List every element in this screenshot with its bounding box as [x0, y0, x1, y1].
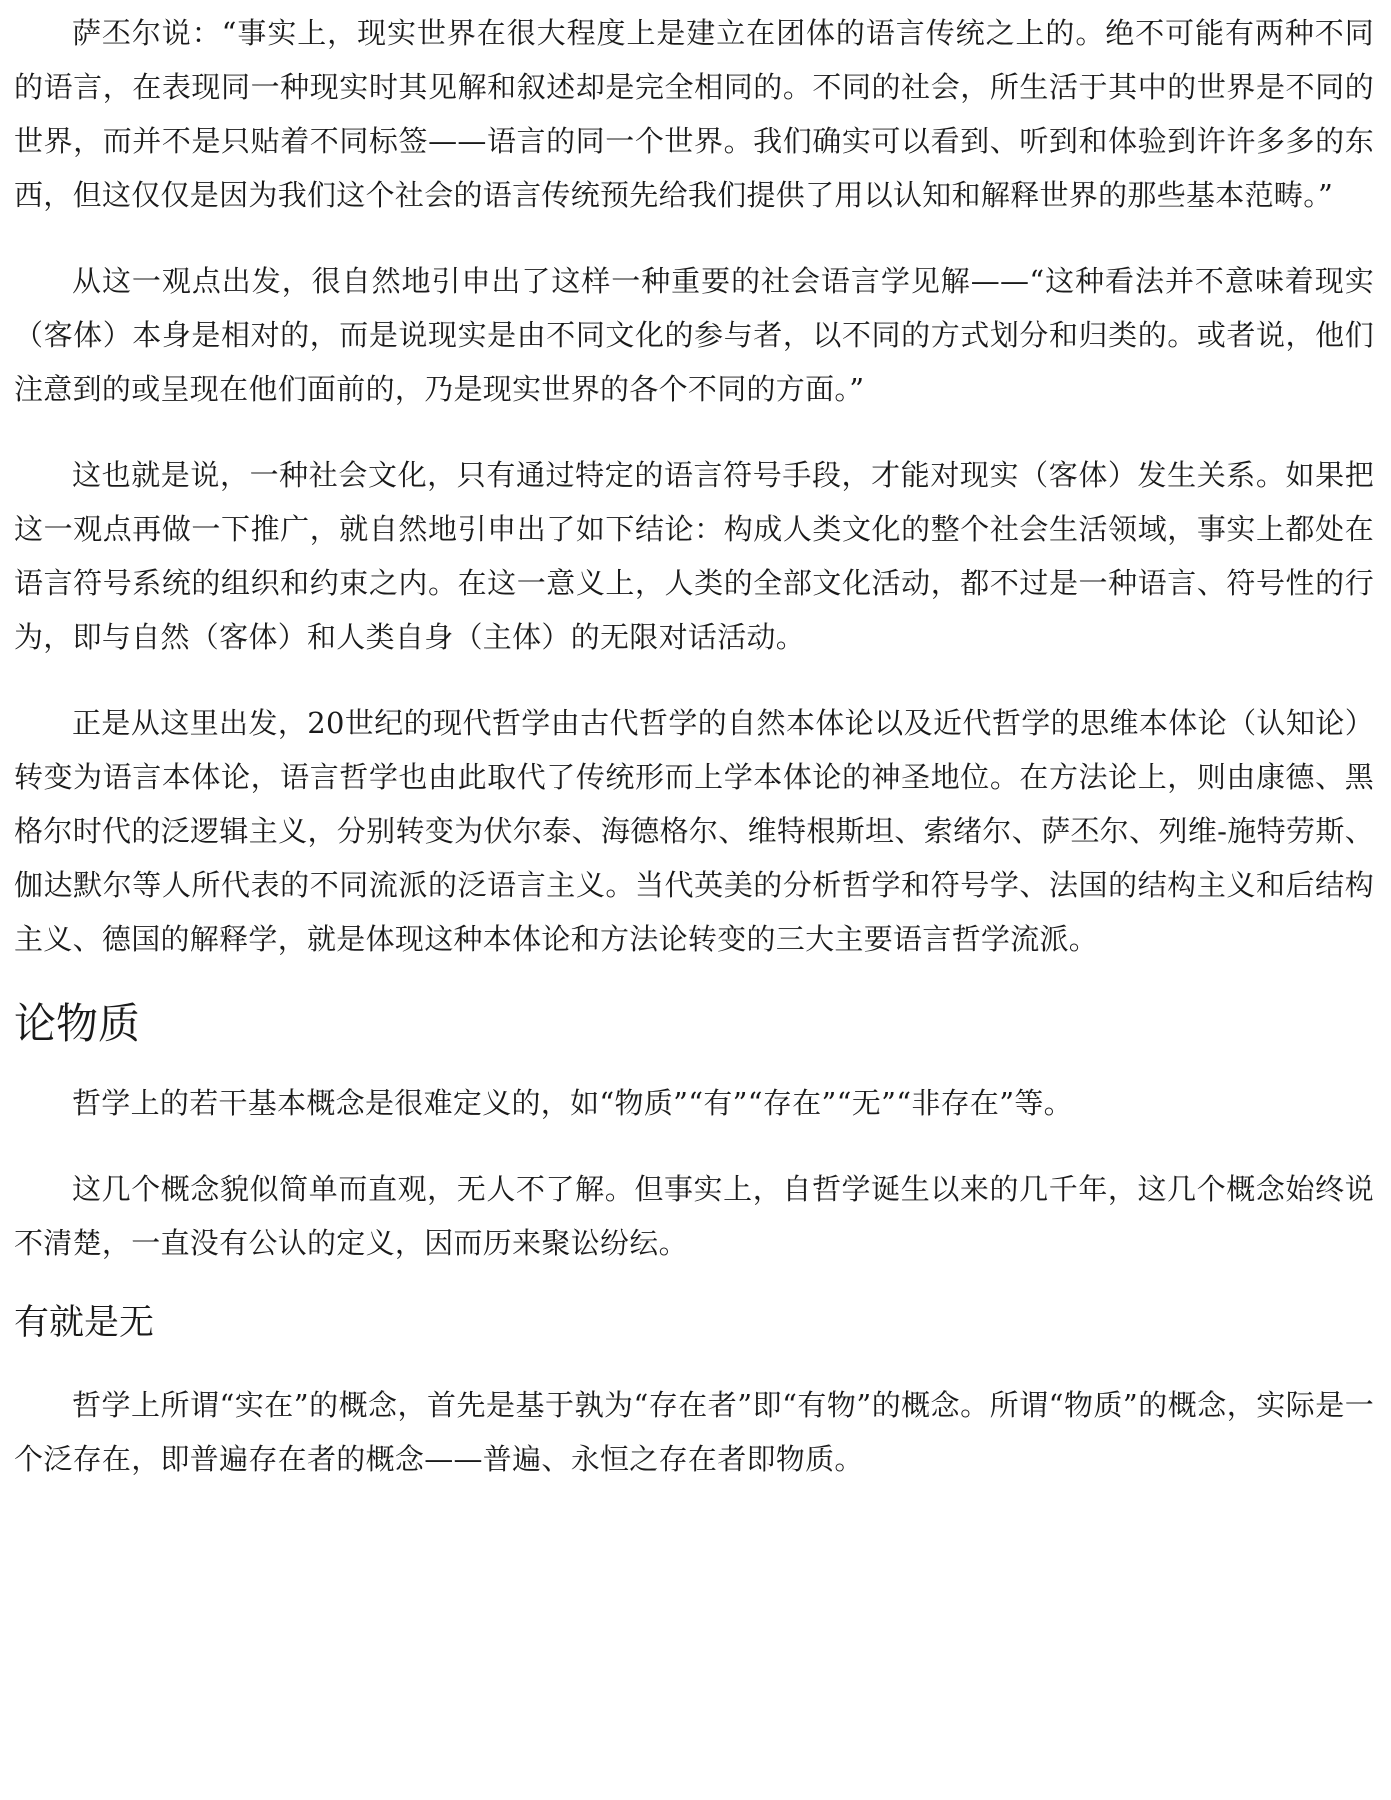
paragraph-social-culture: 这也就是说，一种社会文化，只有通过特定的语言符号手段，才能对现实（客体）发生关系。如果把这一观点再做一下推广，就自然地引申出了如下结论：构成人类文化的整个社会生活领域，事实上都处在语言符号系统的组织和约束之内。在这一意义上，人类的全部文化活动，都不过是一种语言、符号性的行为，即与自然（客体）和人类自身（主体）的无限对话活动。	[14, 458, 1374, 654]
paragraph-concepts-unclear: 这几个概念貌似简单而直观，无人不了解。但事实上，自哲学诞生以来的几千年，这几个概念始终说不清楚，一直没有公认的定义，因而历来聚讼纷纭。	[14, 1172, 1374, 1260]
paragraph-basic-concepts: 哲学上的若干基本概念是很难定义的，如“物质”“有”“存在”“无”“非存在”等。	[72, 1086, 1073, 1120]
document-page	[14, 0, 1374, 1486]
subsection-title: 有就是无	[14, 1303, 155, 1343]
paragraph-modern-philosophy: 正是从这里出发，20世纪的现代哲学由古代哲学的自然本体论以及近代哲学的思维本体论（认知论）转变为语言本体论，语言哲学也由此取代了传统形而上学本体论的神圣地位。在方法论上，则由康德、黑格尔时代的泛逻辑主义，分别转变为伏尔泰、海德格尔、维特根斯坦、索绪尔、萨丕尔、列维-施特劳斯、伽达默尔等人所代表的不同流派的泛语言主义。当代英美的分析哲学和符号学、法国的结构主义和后结构主义、德国的解释学，就是体现这种本体论和方法论转变的三大主要语言哲学流派。	[14, 706, 1374, 956]
paragraph-reality-concept: 哲学上所谓“实在”的概念，首先是基于孰为“存在者”即“有物”的概念。所谓“物质”的概念，实际是一个泛存在，即普遍存在者的概念——普遍、永恒之存在者即物质。	[14, 1388, 1374, 1476]
paragraph-sapir-quote: 萨丕尔说：“事实上，现实世界在很大程度上是建立在团体的语言传统之上的。绝不可能有两种不同的语言，在表现同一种现实时其见解和叙述却是完全相同的。不同的社会，所生活于其中的世界是不同的世界，而并不是只贴着不同标签——语言的同一个世界。我们确实可以看到、听到和体验到许许多多的东西，但这仅仅是因为我们这个社会的语言传统预先给我们提供了用以认知和解释世界的那些基本范畴。”	[14, 16, 1374, 212]
section-title: 论物质	[14, 999, 141, 1048]
paragraph-sociolinguistic-view: 从这一观点出发，很自然地引申出了这样一种重要的社会语言学见解——“这种看法并不意味着现实（客体）本身是相对的，而是说现实是由不同文化的参与者，以不同的方式划分和归类的。或者说，他们注意到的或呈现在他们面前的，乃是现实世界的各个不同的方面。”	[14, 264, 1374, 406]
